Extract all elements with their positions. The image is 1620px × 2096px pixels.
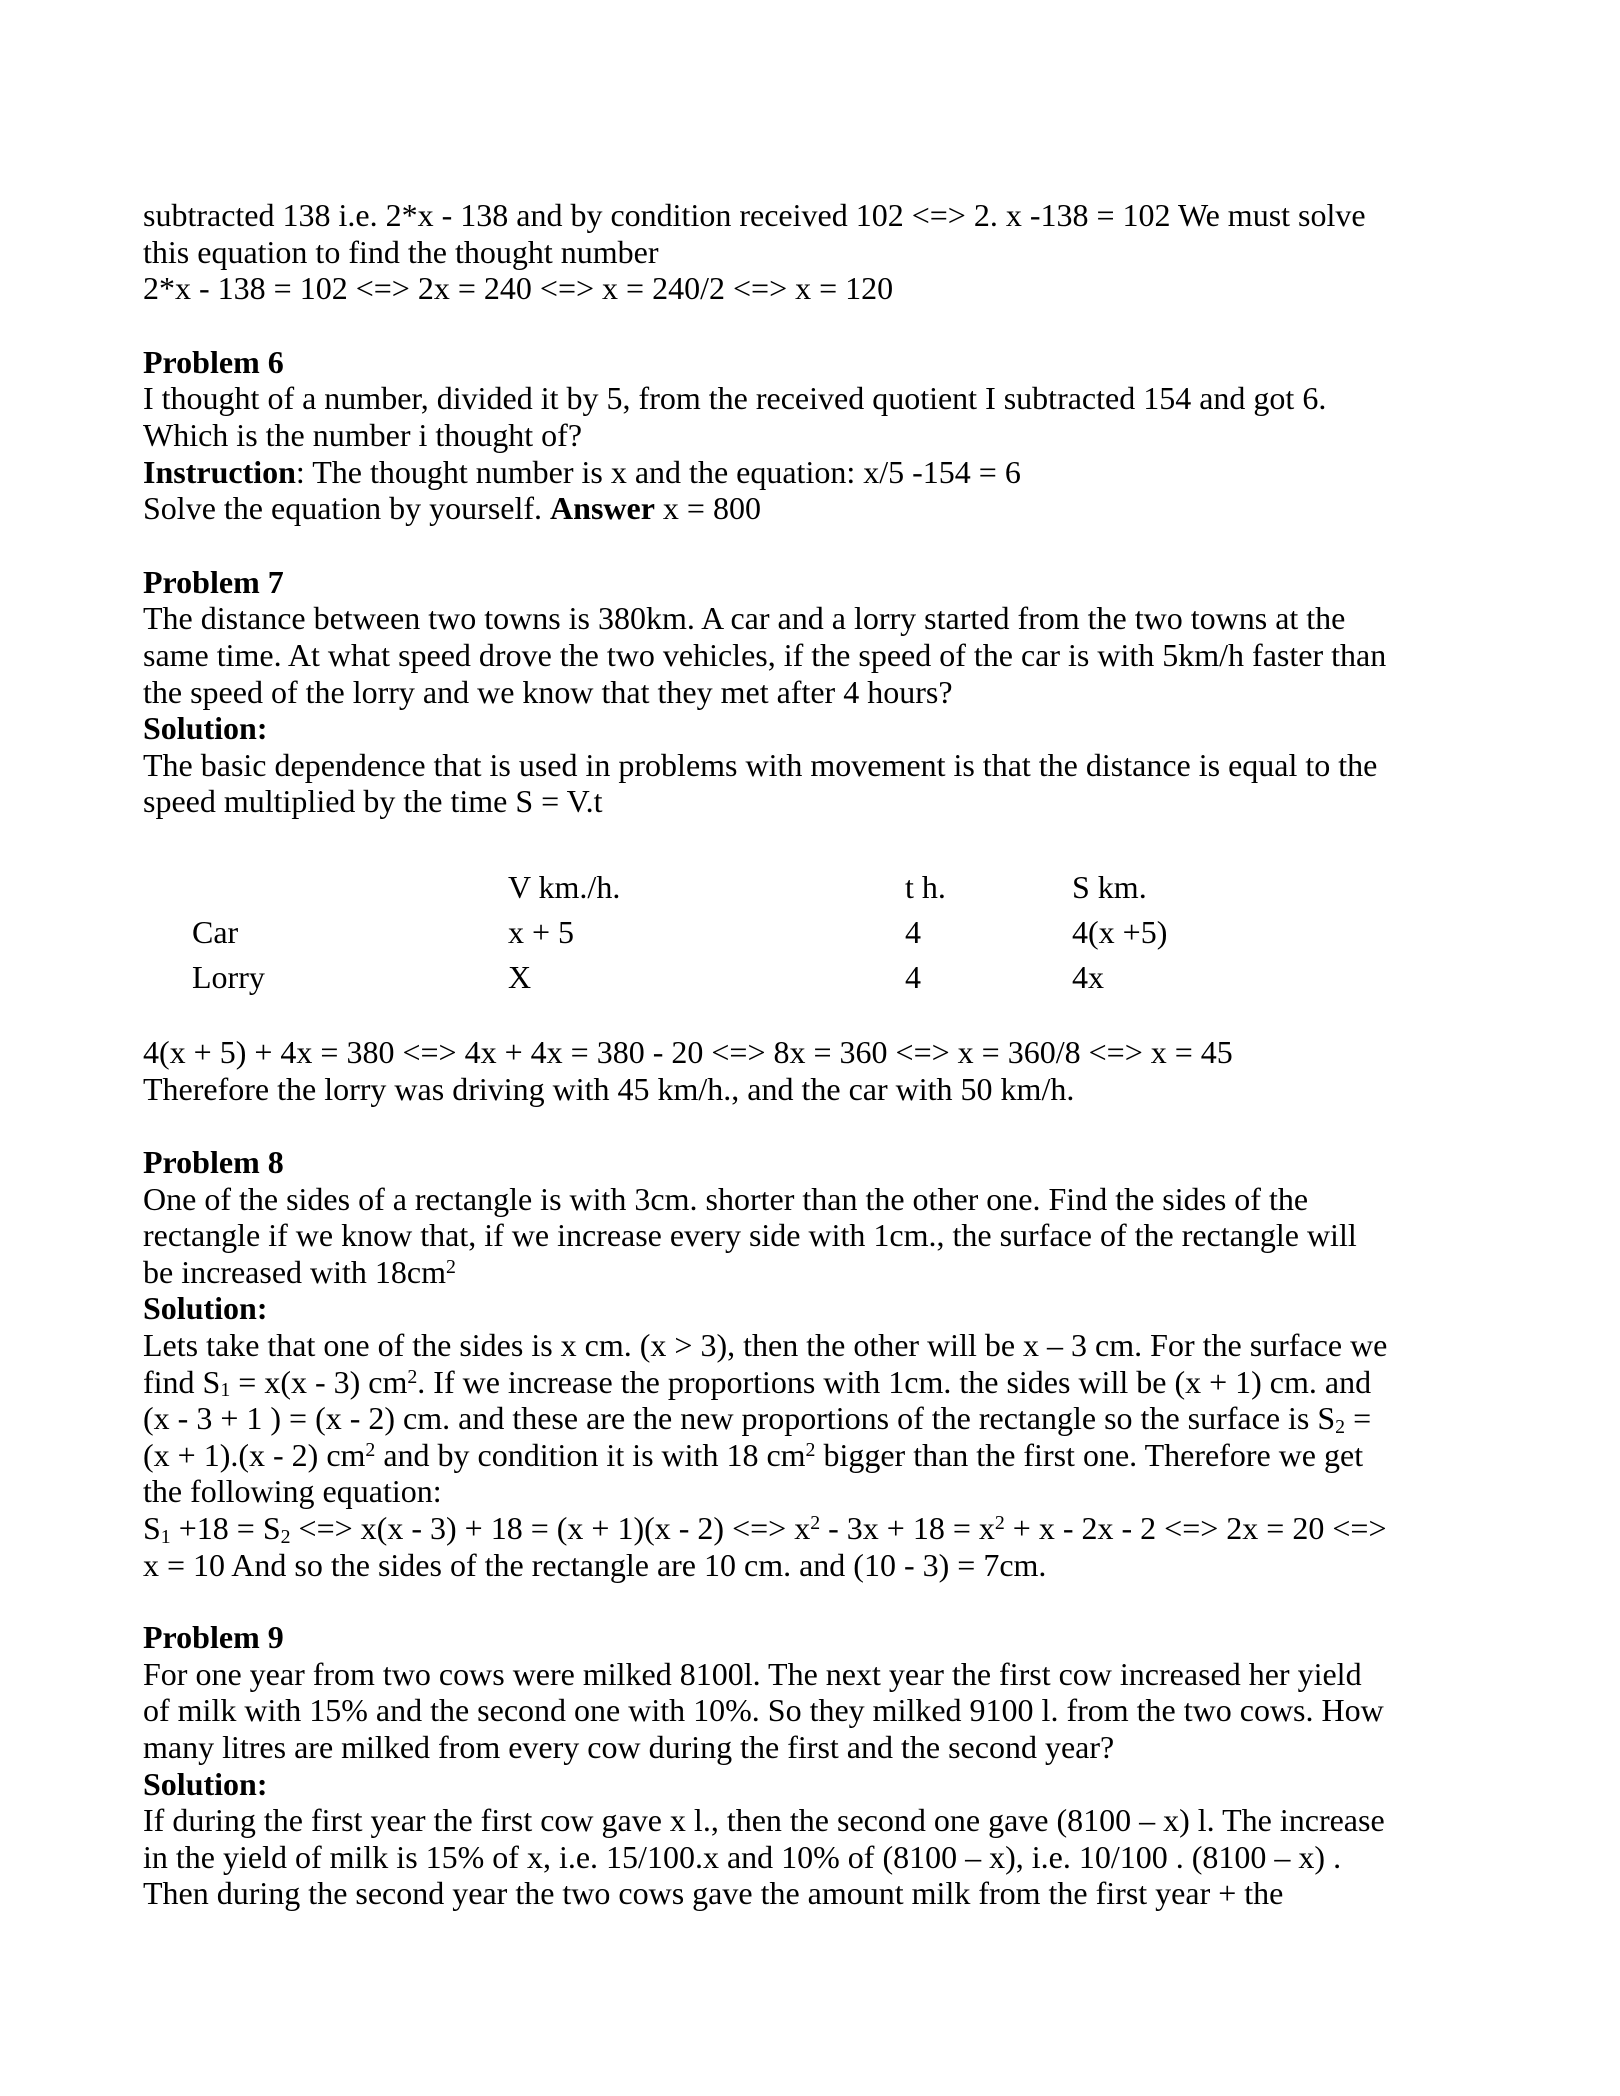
text-segment: x = 800 [654,490,761,527]
text-line: rectangle if we know that, if we increase every side with 1cm., the surface of the rectangle will [143,1217,1357,1254]
problem-9-body [143,1656,1520,1912]
problem-7-equation [143,1034,1520,1107]
text-line: 2*x - 138 = 102 <=> 2x = 240 <=> x = 240/2 <=> x = 120 [143,270,894,307]
bold-text: Solution: [143,1765,268,1802]
blank-line-spacer [143,1107,1520,1144]
text-segment: . If we increase the proportions with 1cm. the sides will be (x + 1) cm. and [417,1363,1372,1400]
blank-line-spacer [143,527,1520,564]
text-segment: and by condition it is with 18 cm [375,1436,806,1473]
bold-text: Solution: [143,1290,268,1327]
problem-heading: Problem 9 [143,1619,284,1656]
problem-8-body [143,1181,1520,1584]
sub-text: 2 [280,1525,291,1548]
table-header-cell: S km. [1072,868,1147,905]
text-line: Which is the number i thought of? [143,416,583,453]
sub-text: 2 [1335,1415,1346,1438]
text-line [143,1364,1520,1401]
text-line [143,1400,1520,1437]
text-segment: (x + 1).(x - 2) cm [143,1436,366,1473]
blank-line-spacer [143,1004,1520,1034]
text-segment: : The thought number is x and the equation: x/5 -154 = 6 [295,453,1021,490]
table-cell: 4x [1072,958,1104,995]
text-segment: bigger than the first one. Therefore we get [815,1436,1364,1473]
table-cell: 4 [905,958,921,995]
text-segment: + x - 2x - 2 <=> 2x = 20 <=> [1004,1510,1387,1547]
text-line: in the yield of milk is 15% of x, i.e. 15/100.x and 10% of (8100 – x), i.e. 10/100 . (8100 – x) . [143,1838,1342,1875]
text-segment: +18 = S [170,1510,281,1547]
table-cell: 4(x +5) [1072,913,1168,950]
table-cell: X [508,958,532,995]
problem-6-body [143,380,1520,526]
problem-7-body [143,600,1520,820]
text-line: For one year from two cows were milked 8100l. The next year the first cow increased her yield [143,1655,1362,1692]
bold-text: Solution: [143,710,268,747]
text-line [143,1510,1520,1547]
text-segment: be increased with 18cm [143,1253,446,1290]
sub-text: 1 [160,1525,171,1548]
text-line [143,710,1520,747]
text-line: speed multiplied by the time S = V.t [143,783,603,820]
sup-text: 2 [805,1438,816,1461]
table-header-cell: t h. [905,868,946,905]
text-line: the speed of the lorry and we know that they met after 4 hours? [143,673,953,710]
blank-line-spacer [143,820,1520,869]
text-line: I thought of a number, divided it by 5, from the received quotient I subtracted 154 and got 6. [143,380,1327,417]
sub-text: 1 [220,1379,231,1402]
text-segment: (x - 3 + 1 ) = (x - 2) cm. and these are the new proportions of the rectangle so the surface is S [143,1400,1336,1437]
blank-line-spacer [143,307,1520,344]
text-line: One of the sides of a rectangle is with 3cm. shorter than the other one. Find the sides of the [143,1180,1309,1217]
text-segment: = [1345,1400,1372,1437]
table-header-row [143,869,1520,914]
text-line: The distance between two towns is 380km. A car and a lorry started from the two towns at the [143,600,1346,637]
text-line: Then during the second year the two cows gave the amount milk from the first year + the [143,1875,1284,1912]
sup-text: 2 [810,1512,821,1535]
text-segment: S [143,1510,161,1547]
sup-text: 2 [994,1512,1005,1535]
table-row [143,914,1520,959]
table-cell: Lorry [192,958,265,995]
text-segment: find S [143,1363,221,1400]
text-line: of milk with 15% and the second one with 10%. So they milked 9100 l. from the two cows. How [143,1692,1384,1729]
text-line [143,1766,1520,1803]
bold-text: Answer [550,490,655,527]
text-line: Lets take that one of the sides is x cm. (x > 3), then the other will be x – 3 cm. For the surface we [143,1327,1388,1364]
blank-line-spacer [143,1583,1520,1619]
text-line: many litres are milked from every cow during the first and the second year? [143,1729,1115,1765]
text-line: If during the first year the first cow gave x l., then the second one gave (8100 – x) l. The increase [143,1802,1385,1839]
table-cell: 4 [905,913,921,950]
text-line: The basic dependence that is used in problems with movement is that the distance is equal to the [143,746,1378,783]
problem-heading: Problem 7 [143,563,284,600]
text-line: this equation to find the thought number [143,233,659,270]
text-line [143,1437,1520,1474]
text-segment: Solve the equation by yourself. [143,490,551,527]
text-line: 4(x + 5) + 4x = 380 <=> 4x + 4x = 380 - 20 <=> 8x = 360 <=> x = 360/8 <=> x = 45 [143,1033,1233,1070]
text-line: x = 10 And so the sides of the rectangle are 10 cm. and (10 - 3) = 7cm. [143,1546,1047,1583]
table-header-cell: V km./h. [508,868,621,905]
text-segment: <=> x(x - 3) + 18 = (x + 1)(x - 2) <=> x [290,1510,811,1547]
text-line: Therefore the lorry was driving with 45 km/h., and the car with 50 km/h. [143,1070,1075,1107]
sup-text: 2 [446,1255,456,1278]
table-cell: Car [192,913,239,950]
text-line: same time. At what speed drove the two vehicles, if the speed of the car is with 5km/h faster than [143,636,1387,673]
text-segment: = x(x - 3) cm [230,1363,408,1400]
bold-text: Instruction [143,453,296,490]
text-line [143,490,1520,527]
sup-text: 2 [407,1365,418,1388]
document-content [143,197,1520,1912]
sup-text: 2 [365,1438,376,1461]
text-segment: - 3x + 18 = x [820,1510,995,1547]
continuation-paragraph [143,197,1520,307]
speed-time-distance-table [143,869,1520,1004]
text-line: subtracted 138 i.e. 2*x - 138 and by condition received 102 <=> 2. x -138 = 102 We must solve [143,197,1366,233]
text-line [143,1290,1520,1327]
text-line: the following equation: [143,1473,442,1510]
text-line [143,1254,1520,1291]
text-line [143,454,1520,491]
table-cell: x + 5 [508,913,575,950]
problem-heading: Problem 8 [143,1144,284,1181]
table-row [143,959,1520,1004]
problem-heading: Problem 6 [143,343,284,380]
